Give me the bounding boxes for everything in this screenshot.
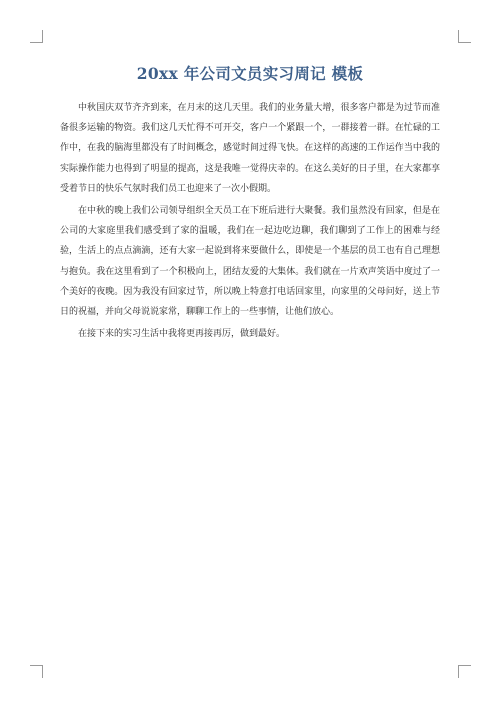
paragraph-1: 中秋国庆双节齐齐到来，在月末的这几天里。我们的业务量大增，很多客户都是为过节而准备很多运输的物资。我们这几天忙得不可开交，客户一个紧跟一个，一群接着一群。在忙碌的工作中，在我的脑海里都没有了时间概念，感觉时间过得飞快。在这样的高速的工作运作当中我的实际操作能力也得到了明显的提高，这是我唯一觉得庆幸的。在这么美好的日子里，在大家都享受着节日的快乐气氛时我们员工也迎来了一次小假期。: [60, 103, 440, 194]
crop-mark-bottom-right: [458, 665, 471, 678]
crop-mark-top-right: [458, 30, 471, 43]
crop-mark-top-left: [30, 30, 43, 43]
paragraph-3: 在接下来的实习生活中我将更再接再厉，做到最好。: [78, 329, 286, 340]
document-title: 20xx 年公司文员实习周记 模板: [136, 64, 364, 83]
paragraph-2: 在中秋的晚上我们公司领导组织全天员工在下班后进行大聚餐。我们虽然没有回家，但是在公司的大家庭里我们感受到了家的温暖，我们在一起边吃边聊，我们聊到了工作上的困难与经验，生活上的点点滴滴，还有大家一起说到将来要做什么，即使是一个基层的员工也有自己理想与抱负。我在这里看到了一个积极向上，团结友爱的大集体。我们就在一片欢声笑语中度过了一个美好的夜晚。因为我没有回家过节，所以晚上特意打电话回家里，向家里的父母问好，送上节日的祝福，并向父母说说家常，聊聊工作上的一些事情，让他们放心。: [60, 206, 440, 318]
document-body: [60, 98, 440, 346]
crop-mark-bottom-left: [30, 665, 43, 678]
